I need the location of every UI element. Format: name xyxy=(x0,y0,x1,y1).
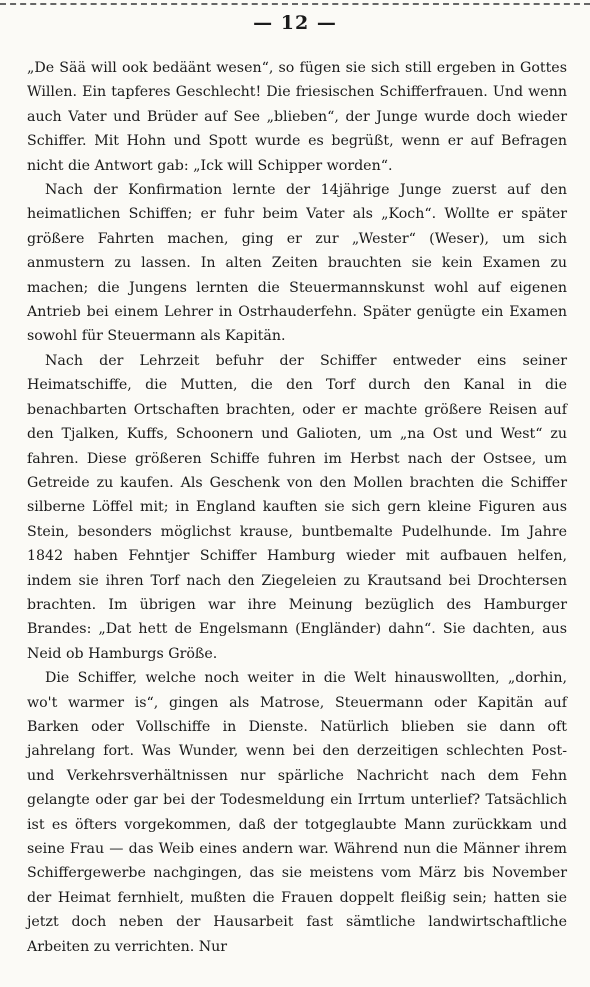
paragraph: Nach der Konfirmation lernte der 14jährige Junge zuerst auf den heimatlichen Schiffen; er fuhr beim Vater als „Koch“. Wollte er später größere Fahrten machen, ging er zur „Wester“ (Weser), um sich anmustern zu lassen. In alten Zeiten brauchten sie kein Examen zu machen; die Jungens lernten die Steuermannskunst wohl auf eigenen Antrieb bei einem Lehrer in Ostrhauderfehn. Später genügte ein Examen sowohl für Steuermann als Kapitän. xyxy=(27,182,567,345)
page-number: — 12 — xyxy=(253,12,337,34)
body-text xyxy=(27,56,567,959)
top-border-rule xyxy=(0,3,590,5)
paragraph: Nach der Lehrzeit befuhr der Schiffer entweder eins seiner Heimatschiffe, die Mutten, die den Torf durch den Kanal in die benachbarten Ortschaften brachten, oder er machte größere Reisen auf den Tjalken, Kuffs, Schoonern und Galioten, um „na Ost und West“ zu fahren. Diese größeren Schiffe fuhren im Herbst nach der Ostsee, um Getreide zu kaufen. Als Geschenk von den Mollen brachten die Schiffer silberne Löffel mit; in England kauften sie sich gern kleine Figuren aus Stein, besonders möglichst krause, buntbemalte Pudelhunde. Im Jahre 1842 haben Fehntjer Schiffer Hamburg wieder mit aufbauen helfen, indem sie ihren Torf nach den Ziegeleien zu Krautsand bei Drochtersen brachten. Im übrigen war ihre Meinung bezüglich des Hamburger Brandes: „Dat hett de Engelsmann (Engländer) dahn“. Sie dachten, aus Neid ob Hamburgs Größe. xyxy=(27,352,567,662)
paragraph: „De Sää will ook bedäänt wesen“, so fügen sie sich still ergeben in Gottes Willen. Ein tapferes Geschlecht! Die friesischen Schifferfrauen. Und wenn auch Vater und Brüder auf See „blieben“, der Junge wurde doch wieder Schiffer. Mit Hohn und Spott wurde es begrüßt, wenn er auf Befragen nicht die Antwort gab: „Ick will Schipper worden“. xyxy=(27,60,567,174)
paragraph: Die Schiffer, welche noch weiter in die Welt hinauswollten, „dorhin, wo't warmer is“, gingen als Matrose, Steuermann oder Kapitän auf Barken oder Vollschiffe in Dienste. Natürlich blieben sie dann oft jahrelang fort. Was Wunder, wenn bei den derzeitigen schlechten Post- und Verkehrsverhältnissen nur spärliche Nachricht nach dem Fehn gelangte oder gar bei der Todesmeldung ein Irrtum unterlief? Tatsächlich ist es öfters vorgekommen, daß der totgeglaubte Mann zurückkam und seine Frau — das Weib eines andern war. Während nun die Männer ihrem Schiffergewerbe nachgingen, das sie meistens vom März bis November der Heimat fernhielt, mußten die Frauen doppelt fleißig sein; hatten sie jetzt doch neben der Hausarbeit fast sämtliche landwirtschaftliche Arbeiten zu verrichten. Nur xyxy=(27,670,567,955)
